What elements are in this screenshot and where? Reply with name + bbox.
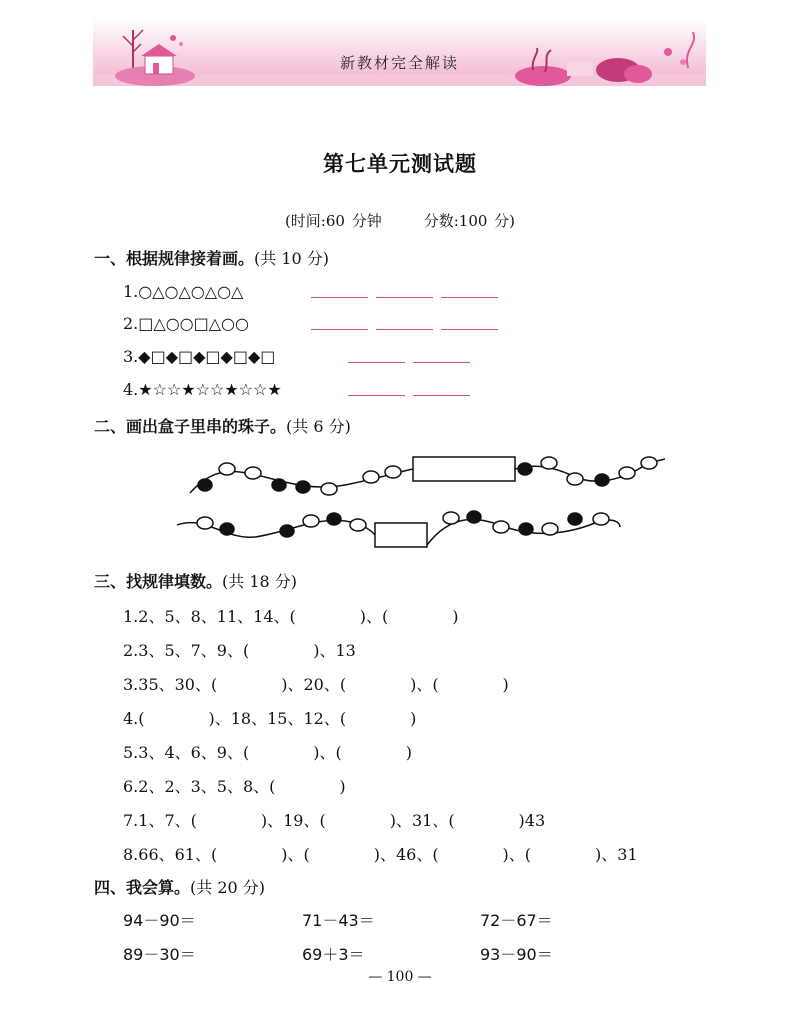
item-number: 2. [123, 314, 139, 333]
bead-white [197, 517, 213, 529]
pattern-item-4 [123, 380, 282, 399]
number-pattern-item-4: 4.( )、18、15、12、( ) [123, 709, 417, 728]
bead-white [593, 513, 609, 525]
answer-line[interactable] [413, 349, 470, 363]
bead-white [385, 466, 401, 478]
bead-white [443, 512, 459, 524]
bead-white [363, 471, 379, 483]
exam-time: (时间:60 分钟 [284, 212, 382, 230]
answer-blanks [311, 315, 498, 334]
bead-black [595, 474, 609, 486]
section2-heading [94, 414, 351, 437]
answer-line[interactable] [441, 284, 498, 298]
bead-black [568, 513, 582, 525]
number-pattern-item-6: 6.2、2、3、5、8、( ) [123, 777, 346, 796]
bead-black [220, 523, 234, 535]
bead-white [303, 515, 319, 527]
pattern-shapes: □△○○□△○○ [138, 314, 249, 333]
answer-line[interactable] [376, 316, 433, 330]
banner-title: 新教材完全解读 [339, 54, 459, 72]
section3-points: (共 18 分) [222, 572, 298, 591]
arithmetic-problem: 71－43＝ [302, 911, 375, 930]
answer-line[interactable] [348, 382, 405, 396]
section1-title: 一、根据规律接着画。 [94, 249, 255, 268]
answer-blanks [348, 348, 470, 367]
answer-line[interactable] [348, 349, 405, 363]
bead-white [567, 473, 583, 485]
bead-box-bottom [375, 523, 427, 547]
bead-white [541, 457, 557, 469]
section4-heading [94, 875, 265, 898]
answer-line[interactable] [413, 382, 470, 396]
section3-heading [94, 569, 297, 592]
page-number: — 100 — [368, 969, 432, 985]
bead-white [321, 483, 337, 495]
pattern-item-2 [123, 314, 249, 333]
bead-box-top [413, 457, 515, 481]
bead-black [280, 525, 294, 537]
bead-black [198, 479, 212, 491]
answer-line[interactable] [311, 316, 368, 330]
bead-white [493, 521, 509, 533]
section4-points: (共 20 分) [190, 878, 266, 897]
number-pattern-item-1: 1.2、5、8、11、14、( )、( ) [123, 607, 459, 626]
arithmetic-problem: 93－90＝ [480, 945, 553, 964]
answer-line[interactable] [441, 316, 498, 330]
number-pattern-item-8: 8.66、61、( )、( )、46、( )、( )、31 [123, 845, 638, 864]
answer-blanks [311, 283, 498, 302]
arithmetic-problem: 72－67＝ [480, 911, 553, 930]
section3-title: 三、找规律填数。 [94, 572, 223, 591]
bead-white [641, 457, 657, 469]
bead-strings-figure [165, 445, 665, 557]
bead-black [519, 523, 533, 535]
section2-points: (共 6 分) [286, 417, 351, 436]
header-banner [93, 18, 706, 88]
section1-heading [94, 246, 329, 269]
number-pattern-item-7: 7.1、7、( )、19、( )、31、( )43 [123, 811, 546, 830]
bead-black [518, 463, 532, 475]
arithmetic-problem: 89－30＝ [123, 945, 196, 964]
exam-info [0, 210, 800, 231]
section2-title: 二、画出盒子里串的珠子。 [94, 417, 287, 436]
item-number: 3. [123, 347, 139, 366]
bead-white [245, 467, 261, 479]
page-title: 第七单元测试题 [323, 151, 477, 176]
bead-black [296, 481, 310, 493]
item-number: 4. [123, 380, 139, 399]
answer-blanks [348, 381, 470, 400]
bead-white [219, 463, 235, 475]
arithmetic-problem: 69＋3＝ [302, 945, 365, 964]
number-pattern-item-3: 3.35、30、( )、20、( )、( ) [123, 675, 509, 694]
bead-white [350, 519, 366, 531]
bead-black [467, 511, 481, 523]
pattern-item-1 [123, 282, 243, 301]
item-number: 1. [123, 282, 139, 301]
answer-line[interactable] [311, 284, 368, 298]
pattern-item-3 [123, 347, 275, 366]
bead-black [272, 479, 286, 491]
section4-title: 四、我会算。 [94, 878, 191, 897]
pattern-shapes: ○△○△○△○△ [138, 282, 244, 301]
bead-white [542, 523, 558, 535]
bead-black [327, 513, 341, 525]
number-pattern-item-5: 5.3、4、6、9、( )、( ) [123, 743, 412, 762]
pattern-shapes: ◆□◆□◆□◆□◆□ [138, 347, 276, 366]
pattern-shapes: ★☆☆★☆☆★☆☆★ [138, 380, 282, 399]
number-pattern-item-2: 2.3、5、7、9、( )、13 [123, 641, 356, 660]
exam-score: 分数:100 分) [423, 212, 516, 230]
section1-points: (共 10 分) [254, 249, 330, 268]
bead-white [619, 467, 635, 479]
bead-strings-svg [165, 445, 665, 557]
arithmetic-problem: 94－90＝ [123, 911, 196, 930]
answer-line[interactable] [376, 284, 433, 298]
